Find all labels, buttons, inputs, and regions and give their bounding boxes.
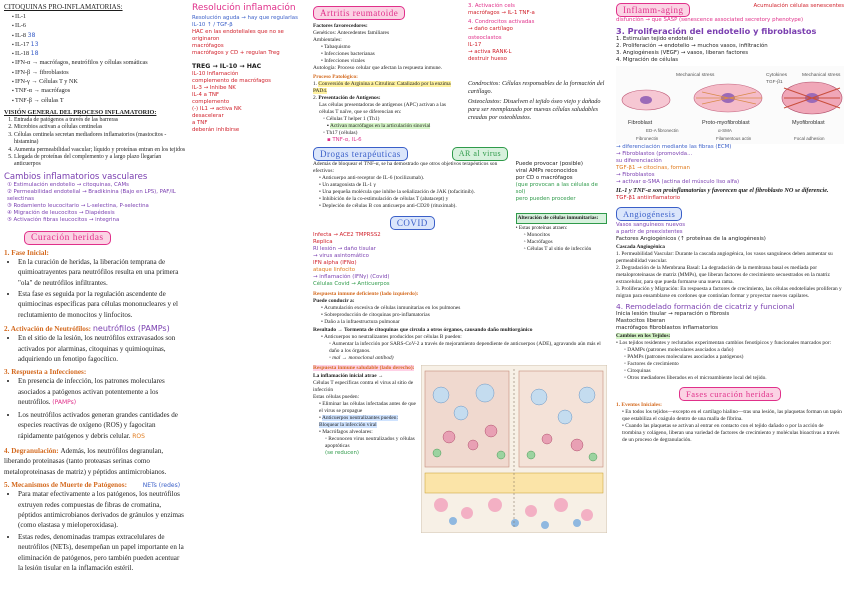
cytokine-list — [12, 13, 186, 106]
resolucion-line: IL-10 Inflamación — [192, 71, 239, 77]
remodel-title: 4. Remodelado formación de cicatriz y funcional — [616, 302, 795, 311]
resolucion-line: complemento de macrófagos — [192, 78, 271, 84]
covid-green-block: Alteración de células inmunitarias: • Estas proteínas atraen: ◦ Monocitos ◦ Macrófagos ◦ Células T al sitio de infección — [516, 213, 607, 288]
resolucion-line: Resolución aguda → hay que regularlas — [192, 15, 298, 21]
inflamm-line: disfunción → que SASP (senescence associated secretory phenotype) — [616, 17, 804, 23]
tgf-note: TGF-β1 antiinflamatorio — [616, 195, 681, 201]
cartilage-notes: Condrocitos: Células responsables de la formación del cartílago. Osteoclastos: Disuelven el tejido óseo viejo y dañado para ser reemplazado por nuevas células saludables creadas por osteoblastos. — [467, 80, 605, 121]
diagram-label: Myofibroblast — [792, 120, 825, 126]
resolucion-line: IL-3 → Inhibe NK — [192, 85, 236, 91]
inflamm-title: Inflamm-aging — [616, 3, 690, 17]
angio-block: Vasos sanguíneos nuevos a partir de preexistentes Factores Angiogénicos (↑ proteínas de la angiogénesis) — [616, 222, 766, 242]
phase-bullet: • En presencia de infección, los patrones moleculares asociados a patógenos activan potentemente a los neutrófilos. (PAMPs) — [18, 376, 186, 408]
cambios-block: Cambios en los Tejidos: • Los tejidos residentes y reclutados experimentan cambios fenotípicos y funcionales marcados por: ◦ DAMPs (patrones moleculares asociados a daño) ◦ PAMPs (patrones moleculares asociados a patógenos) ◦ Factores de crecimiento ◦ Citoquinas ◦ Otros mediadores liberados en el microambiente local del tejido. — [616, 333, 832, 381]
resolucion-line: TREG → IL-10 → HAC — [192, 63, 262, 70]
tgf-block: → diferenciación mediante las fibras (ECM) → Fibroblastos (promovida... su diferenciación TGF-β1 → citocinas, forman → Fibroblastos → activar α-SMA (actina del músculo liso alfa) — [616, 144, 740, 185]
vision-step: 2. Microbios activan a células centinelas — [14, 124, 186, 131]
diagram-label: ED-A fibronectin — [646, 128, 679, 133]
phase-inline: 4. Degranulación: Además, los neutrófilos degranulan, liberando proteinasas (tanto proteasas serinas como metaloproteinasas de matriz) y péptidos antimicrobianos. — [4, 446, 167, 476]
phase-bullet: • Estas redes, denominadas trampas extracelulares de neutrófilos (NETs), desempeñan un papel importante en la eliminación de patógenos, pero también pueden acentuar la lesión tisular en la inflamación estéril. — [18, 532, 186, 574]
vision-steps — [14, 117, 186, 169]
phase-bullet: • Los neutrófilos activados generan grandes cantidades de especies reactivas de oxígeno (ROS) y fagocitan rápidamente patógenos y debris celular. ROS — [18, 410, 186, 442]
cytokine-item: ▪ IFN-γ → Células T y NK — [12, 78, 186, 87]
vascular-item: ③ Rodamiento leucocitario → L-selectina, P-selectina — [7, 202, 149, 209]
vascular-item: ② Permeabilidad endotelial → Bradikinina (Bajo en LPS), PAF/IL selectinas — [7, 188, 176, 202]
cytokine-item: ▪ TNF-β → células T — [12, 97, 186, 106]
cytokines-title: CITOQUINAS PRO-INFLAMATORIAS: — [4, 3, 123, 11]
vascular-item: ⑤ Activación fibras leucocitos → integrina — [7, 216, 120, 223]
prolif-list: 1. Estimulan tejido endotelio 2. Proliferación → endotelio → muchos vasos, infiltración 3. Angiogénesis (VEGF) → vasos, liberan factores 4. Migración de células — [616, 36, 768, 63]
factores-block: Factores favorecedores: Genéticos: Antecedentes familiares Ambientales: • Tabaquismo • Infecciones bacterianas • Infecciones virales Autología: Proceso celular que afectan la respuesta inmune. — [313, 23, 443, 71]
column-2 — [190, 0, 310, 600]
proceso-block: Proceso Patológico: 1. Conversión de Arginina a Citrulina: Catalizado por la enzima PAD4. 2. Presentación de Antígenos: Las células presentadoras de antígenos (APC) activan a las células T naïve, que se diferencian en: ◦ Células T helper 1 (Th1) ▪ Activan macrófagos en la articulación sinovial ◦ Th17 (células) ▪ TNF-α, IL-6 — [313, 74, 451, 143]
resolucion-line: complemento — [192, 99, 230, 105]
vascular-item: ① Estimulación endotelio → citoquinas, CAMs — [7, 181, 129, 188]
cytokine-item: ▪ IL-6 — [12, 22, 186, 31]
cytokine-item: ▪ IL-1 — [12, 13, 186, 22]
prolif-title: 3. Proliferación del endotelio y fibroblastos — [616, 26, 817, 36]
resolucion-line: (-) IL1 → activa NK — [192, 106, 242, 112]
phase-bullet: • Esta fase es seguida por la regulación ascendente de quimiocinas específicas para células mononucleares y el reclutamiento de monocitos y linfocitos. — [18, 289, 186, 320]
phase-heading: 3. Respuesta a Infecciones: — [4, 368, 87, 377]
resolucion-line: macrófagos y CD + regulan Treg — [192, 50, 280, 56]
eventos-block: 1. Eventos Iniciales: • En todos los tejidos—excepto en el cartílago hialino—tras una lesión, las plaquetas forman un tapón que estabiliza el coágulo dentro de una malla de fibrina. • Cuando las plaquetas se activan al entrar en contacto con el tejido dañado o por la acción de trombina y colágeno, liberan una variedad de factores de crecimiento y moléculas bioactivas a través de un proceso de degranulación. — [616, 402, 842, 443]
cytokine-item: ▪ IL-18 18 — [12, 50, 186, 59]
cascada-block: Cascada Angiogénica 1. Permeabilidad Vascular: Durante la cascada angiogénica, los vasos sanguíneos deben aumentar su permeabilidad vascular. 2. Degradación de la Membrana Basal: La degradación de la membrana basal es mediada por metaloproteinasas de matriz (MMPs), que liberan factores de crecimiento secuestrados en la matriz extracelular, para que pueda formarse una nueva rama. 3. Proliferación y Migración: En respuesta a factores de crecimiento, las células endoteliales proliferan y migran para ensamblarse en cordones que continúan formar y proyectar nuevos capilares. — [616, 244, 842, 299]
cytokine-item: ▪ TNF-α → macrófagos — [12, 87, 186, 96]
resolucion-line: macrófagos — [192, 43, 224, 49]
resolucion-title: Resolución inflamación — [192, 3, 296, 13]
resolucion-line: IL-10 ↑ / TGF-β — [192, 22, 233, 28]
column-3 — [310, 0, 610, 600]
phase-heading: 5. Mecanismos de Muerte de Patógenos: NETs (redes) — [4, 481, 181, 490]
diagram-label: Fibronectin — [636, 136, 659, 141]
deficiente-block: Respuesta inmune deficiente (lado izquierdo): Puede conducir a: • Acumulación excesiva de células inmunitarias en los pulmones • Sobreproducción de citoquinas pro-inflamatorias • Daño a la infraestructura pulmonar Resultado → Tormenta de citoquinas que circula a otros órganos, causando daño multiorgánico • Anticuerpos no neutralizantes producidos por células B pueden: ◦ Aumentar la infección por SARS-CoV-2 a través de mejoramiento dependiente de anticuerpos (ADE), agravando aún más el daño a los órganos. ◦ mal → monoclonal antibod) — [313, 291, 601, 361]
phase-bullets — [18, 489, 186, 573]
diagram-label: Proto-myofibroblast — [702, 120, 750, 126]
fibroblast-diagram — [616, 66, 844, 144]
diagram-label: Fibroblast — [628, 120, 653, 126]
resolucion-line: desacelerar — [192, 113, 224, 119]
resolucion-line: deberán inhibirse — [192, 127, 240, 133]
cells-annot: 3. Activación cels macrófagos → IL-1 TNF-a 4. Condrocitos activadas → daño cartílago osteoclastos IL-17 → activa RANK-L destruir hueso — [467, 3, 535, 62]
vision-step: 1. Entrada de patógenos a través de las barreras — [14, 117, 186, 124]
phase-bullet: • En la curación de heridas, la liberación temprana de quimioatrayentes para neutrófilos resulta en una primera "ola" de neutrófilos infiltrantes. — [18, 257, 186, 288]
phase-bullets — [18, 257, 186, 320]
ar-virus-block: Puede provocar (posible) viral AMPs reconocidos por CD o macrófagos (que provocan a las células de sol) pero pueden proceder — [515, 161, 598, 202]
cytokine-item: ▪ IL-17 13 — [12, 41, 186, 50]
diagram-label: Focal adhesion — [794, 136, 825, 141]
drogas-title: Drogas terapéuticas — [313, 147, 408, 161]
phase-bullets — [18, 376, 186, 441]
vascular-title: Cambios inflamatorios vasculares — [4, 171, 148, 182]
resolucion-line: HAC en las endoteliales que no se originaron — [192, 29, 284, 42]
column-1 — [0, 0, 190, 600]
artritis-title: Artritis reumatoide — [313, 6, 405, 20]
phase-bullet: • Para matar efectivamente a los patógenos, los neutrófilos extruyen redes compuestas de fibras de cromatina, péptidos antimicrobianos derivados de gránulos y enzimas (como elastasa y mieloperoxidasa). — [18, 489, 186, 531]
covid-annot-block: COVID Infecta → ACE2 TMPRSS2 Replica RI lesión → daño tisular → virus asintomático IFN alpha (IFNα) ataque linfocito → inflamación (IFNγ) (Covid) Células Covid → Anticuerpos — [313, 213, 512, 288]
column-4 — [612, 0, 848, 600]
phase-heading: 2. Activación de Neutrófilos: neutrófilos (PAMPs) — [4, 324, 170, 334]
vascular-list — [7, 182, 186, 224]
saludable-block: Respuesta inmune saludable (lado derecho): La inflamación inicial atrae → Células T específicas contra el virus al sitio de infección Estas células pueden: • Eliminar las células infectadas antes de que el virus se propague • Anticuerpos neutralizantes pueden: Bloquear la infección viral • Macrófagos alveolares: ◦ Reconocen virus neutralizados y células apoptóticas (se reducen) — [313, 365, 416, 456]
remodel-block: Inicia lesión tisular → reparación o fibrosis Mastocitos liberan macrófagos fibroblastos inflamatorios — [616, 311, 730, 331]
diagram-label: Cytokines — [766, 73, 788, 78]
annot-neutrofilos: neutrófilos (PAMPs) — [92, 324, 170, 334]
phase-bullet: • En el sitio de la lesión, los neutrófilos extravasados son activados por alarminas, citoquinas y quimioquinas, adquiriendo un fenotipo fagocítico. — [18, 333, 186, 364]
vision-step: 3. Células centinela secretan mediadores inflamatorios (mastocitos - histamina) — [14, 132, 186, 147]
phase-heading: 1. Fase Inicial: — [4, 248, 49, 257]
cytokine-item: ▪ IFN-α → macrófagos, neutrófilos y células somáticas — [12, 59, 186, 68]
ar-virus-title: AR al virus — [452, 147, 508, 161]
diagram-label: Mechanical stress — [676, 73, 715, 78]
diagram-label: α-SMA — [718, 128, 732, 133]
phase-bullets — [18, 333, 186, 364]
vision-step: 4. Aumenta permeabilidad vascular; líquido y proteínas entran en los tejidos — [14, 147, 186, 154]
covid-lung-diagram — [421, 365, 607, 533]
vision-step: 5. Llegada de proteínas del complemento y a largo plazo llegarían anticuerpos — [14, 154, 186, 169]
vision-title: VISIÓN GENERAL DEL PROCESO INFLAMATORIO: — [4, 108, 157, 116]
fases-title: Fases curación heridas — [679, 387, 781, 401]
cytokine-item: ▪ IL-8 38 — [12, 32, 186, 41]
tgf-note: IL-1 y TNF-α son proinflamatorias y favorecen que el fibroblasto NO se diferencie. — [616, 187, 829, 194]
angio-title: Angiogénesis — [616, 207, 682, 221]
covid-title: COVID — [390, 216, 435, 230]
heridas-title: Curación heridas — [24, 231, 111, 245]
diagram-label: TGF-β1 — [766, 80, 783, 85]
resolucion-line: IL-4 a TNF — [192, 92, 220, 98]
diagram-label: Filamentous actin — [716, 136, 752, 141]
drogas-block: Además de bloquear el TNF-α, se ha demostrado que otros objetivos terapéuticos son efectivos: • Anticuerpo anti-receptor de IL-6 (tocilizumab). • Un antagonista de IL-1 γ • Una pequeña molécula que inhibe la señalización de JAK (tofacitinib). • Inhibición de la co-estimulación de células T (abatacept) y • Depleción de células B con anticuerpo anti-CD20 (rituximab). — [313, 161, 498, 209]
inflamm-line: Acumulación células senescentes — [753, 3, 844, 9]
cytokine-item: ▪ IFN-β → fibroblastos — [12, 69, 186, 78]
diagram-label: Mechanical stress — [802, 73, 841, 78]
resolucion-line: a TNF — [192, 120, 208, 126]
vascular-item: ④ Migración de leucocitos → Diapédesis — [7, 209, 115, 216]
